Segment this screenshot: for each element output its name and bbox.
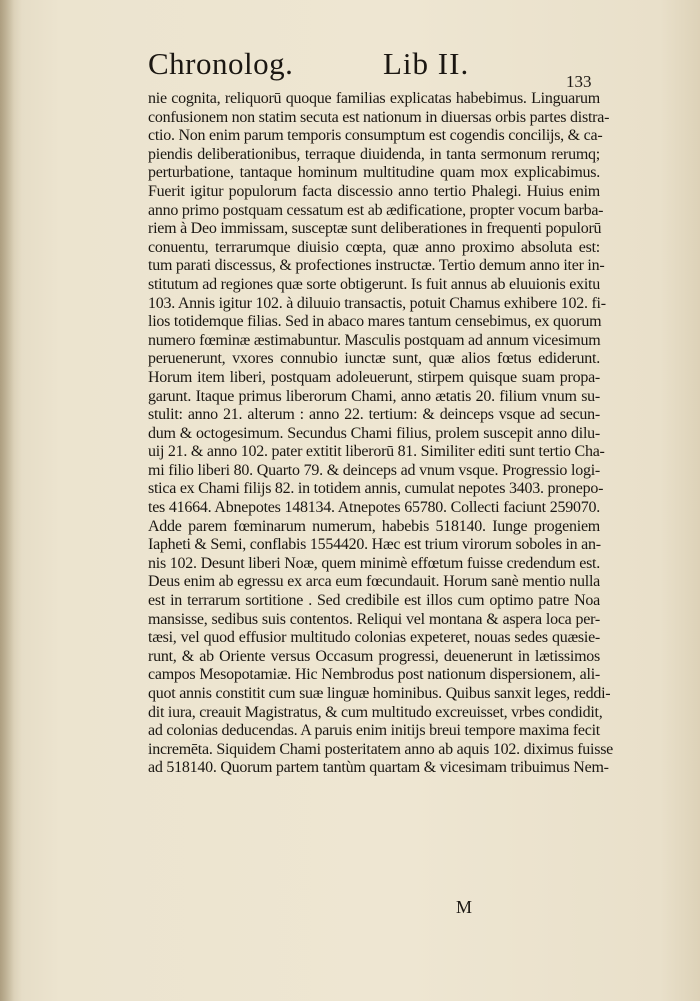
text-line: tæsi, vel quod effusior multitudo colonias expeteret, nouas sedes quæsie- bbox=[148, 629, 600, 647]
text-line: ctio. Non enim parum temporis consumptum est cogendis concilijs, & ca- bbox=[148, 127, 603, 145]
text-line: ad 518140. Quorum partem tantùm quartam & vicesimam tribuimus Nem- bbox=[148, 759, 609, 777]
running-head bbox=[0, 46, 700, 90]
text-line: nie cognita, reliquorū quoque familias explicatas habebimus. Linguarum bbox=[148, 90, 600, 107]
text-line: campos Mesopotamiæ. Hic Nembrodus post nationum dispersionem, ali- bbox=[148, 666, 600, 684]
text-line: Adde parem fœminarum numerum, habebis 518140. Iunge progeniem bbox=[148, 517, 600, 535]
text-line: stitutum ad regiones quæ sorte obtigerunt. Is fuit annus ab eluuionis exitu bbox=[148, 275, 600, 293]
text-line: riem à Deo immissam, susceptæ sunt deliberationes in frequenti populorū bbox=[148, 220, 602, 238]
body-text bbox=[148, 90, 614, 778]
text-line: Deus enim ab egressu ex arca eum fœcundauit. Horum sanè mentio nulla bbox=[148, 573, 600, 591]
text-line: nis 102. Desunt liberi Noæ, quem minimè effœtum fuisse credendum est. bbox=[148, 554, 600, 572]
text-line: garunt. Itaque primus liberorum Chami, anno ætatis 20. filium vnum su- bbox=[148, 387, 600, 405]
text-line: dit iura, creauit Magistratus, & cum multitudo excreuisset, vrbes condidit, bbox=[148, 703, 603, 721]
text-line: est in terrarum sortitione . Sed credibile est illos cum optimo patre Noa bbox=[148, 592, 600, 610]
text-line: tes 41664. Abnepotes 148134. Atnepotes 65780. Collecti faciunt 259070. bbox=[148, 499, 600, 517]
text-line: dum & octogesimum. Secundus Chami filius, prolem suscepit anno dilu- bbox=[148, 424, 600, 442]
text-line: Fuerit igitur populorum facta discessio anno tertio Phalegi. Huius enim bbox=[148, 182, 600, 200]
book-number: Lib II. bbox=[383, 46, 470, 81]
text-line: tum parati discessus, & profectiones instructæ. Tertio demum anno iter in- bbox=[148, 257, 605, 275]
text-line: confusionem non statim secuta est nationum in diuersas orbis partes distra- bbox=[148, 108, 610, 126]
text-line: peruenerunt, vxores connubio iunctæ sunt, quæ alios fœtus ediderunt. bbox=[148, 350, 600, 368]
text-line: 103. Annis igitur 102. à diluuio transactis, potuit Chamus exhibere 102. fi- bbox=[148, 294, 606, 312]
text-line: piendis deliberationibus, terraque diuidenda, in tanta sermonum rerumq; bbox=[148, 145, 600, 163]
text-line: mansisse, sedibus suis contentos. Reliqui vel montana & aspera loca per- bbox=[148, 610, 600, 628]
catchword: M bbox=[456, 897, 473, 917]
text-line: stulit: anno 21. alterum : anno 22. tertium: & deinceps vsque ad secun- bbox=[148, 406, 600, 424]
text-line: numero fœminæ æstimabuntur. Masculis postquam ad annum vicesimum bbox=[148, 331, 601, 349]
text-line: perturbatione, tantaque hominum multitudine quam mox explicabimus. bbox=[148, 164, 600, 182]
text-line: conuentu, terrarumque diuisio cœpta, quæ anno proximo absoluta est: bbox=[148, 238, 600, 256]
running-title: Chronolog. bbox=[148, 46, 294, 81]
text-line: Horum item liberi, postquam adoleuerunt, stirpem quisque suam propa- bbox=[148, 368, 600, 386]
text-line: quot annis constitit cum suæ linguæ hominibus. Quibus sanxit leges, reddi- bbox=[148, 685, 611, 702]
text-line: runt, & ab Oriente versus Occasum progressi, deuenerunt in lætissimos bbox=[148, 647, 600, 665]
text-line: anno primo postquam cessatum est ab ædificatione, propter vocum barba- bbox=[148, 201, 604, 219]
text-line: Iapheti & Semi, conflabis 1554420. Hæc est trium virorum soboles in an- bbox=[148, 536, 601, 554]
text-line: lios totidemque filias. Sed in abaco mares tantum censebimus, ex quorum bbox=[148, 313, 602, 331]
text-line: incremēta. Siquidem Chami posteritatem anno ab aquis 102. diximus fuisse bbox=[148, 740, 614, 758]
text-line: mi filio liberi 80. Quarto 79. & deinceps ad vnum vsque. Progressio logi- bbox=[148, 461, 600, 479]
page-number: 133 bbox=[566, 72, 592, 91]
gutter-shadow bbox=[0, 0, 14, 1001]
text-line: uij 21. & anno 102. pater extitit liberorū 81. Similiter editi sunt tertio Cha- bbox=[148, 443, 605, 461]
text-line: stica ex Chami filijs 82. in totidem annis, cumulat nepotes 3403. pronepo- bbox=[148, 480, 604, 498]
text-line: ad colonias deducendas. A paruis enim initijs breui tempore maxima fecit bbox=[148, 722, 600, 740]
